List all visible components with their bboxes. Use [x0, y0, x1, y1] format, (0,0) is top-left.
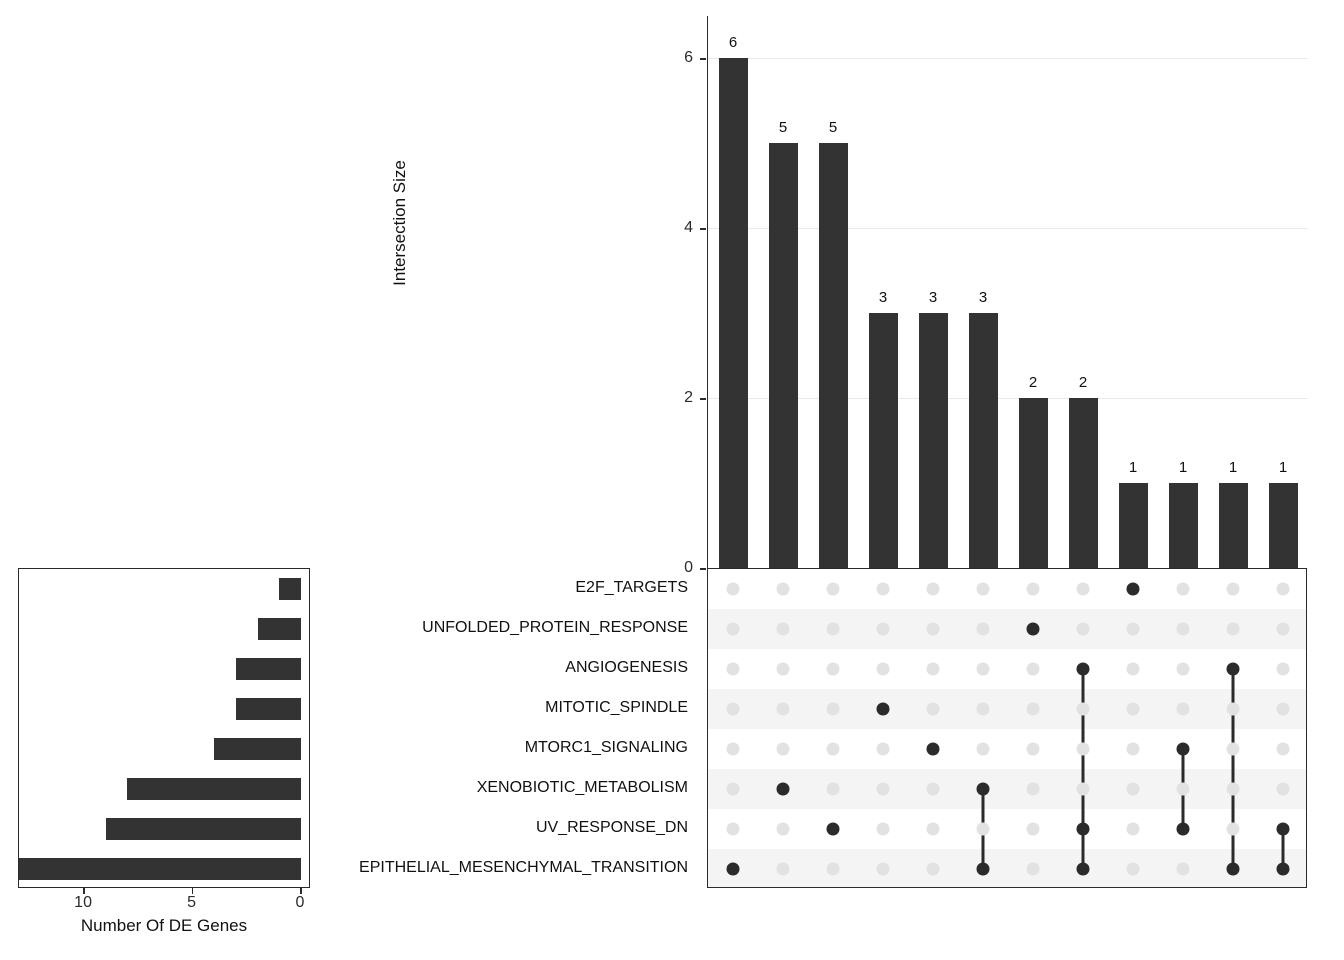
matrix-dot-inactive [777, 623, 790, 636]
matrix-dot-inactive [1027, 703, 1040, 716]
matrix-dot-inactive [1027, 663, 1040, 676]
intersection-bar-value: 1 [1278, 459, 1288, 477]
set-name-label: UNFOLDED_PROTEIN_RESPONSE [422, 619, 688, 636]
set-name-label: UV_RESPONSE_DN [535, 819, 688, 836]
matrix-dot-inactive [827, 863, 840, 876]
matrix-dot-inactive [727, 823, 740, 836]
matrix-dot-inactive [1177, 863, 1190, 876]
set-name-label: EPITHELIAL_MESENCHYMAL_TRANSITION [359, 859, 688, 876]
matrix-dot-inactive [1177, 703, 1190, 716]
matrix-dot-inactive [727, 703, 740, 716]
matrix-dot-inactive [1227, 623, 1240, 636]
matrix-dot-inactive [1177, 623, 1190, 636]
intersection-bar [1119, 483, 1148, 568]
matrix-dot-inactive [927, 783, 940, 796]
matrix-dot-inactive [1277, 663, 1290, 676]
matrix-dot-active [1177, 823, 1190, 836]
matrix-dot-inactive [1277, 623, 1290, 636]
matrix-dot-active [977, 863, 990, 876]
matrix-dot-inactive [1177, 783, 1190, 796]
set-size-bar [236, 698, 301, 720]
matrix-dot-inactive [927, 863, 940, 876]
x-tick-label: 5 [187, 894, 196, 911]
matrix-dot-inactive [977, 663, 990, 676]
gridline [708, 398, 1308, 399]
intersection-size-axis-title: Intersection Size [390, 160, 409, 286]
y-tick-label: 0 [684, 559, 693, 576]
intersection-bar-value: 6 [728, 34, 738, 52]
intersection-bar-value: 1 [1178, 459, 1188, 477]
set-size-bar [279, 578, 301, 600]
matrix-dot-active [1277, 863, 1290, 876]
matrix-dot-inactive [927, 663, 940, 676]
intersection-bar [1019, 398, 1048, 568]
intersection-bar [719, 58, 748, 568]
matrix-dot-inactive [1127, 703, 1140, 716]
matrix-dot-inactive [827, 663, 840, 676]
matrix-row-stripe [708, 849, 1307, 888]
intersection-bar [969, 313, 998, 568]
matrix-dot-active [1227, 663, 1240, 676]
matrix-dot-active [1077, 663, 1090, 676]
intersection-bar [819, 143, 848, 568]
matrix-dot-inactive [977, 623, 990, 636]
intersection-bar-value: 5 [778, 119, 788, 137]
matrix-dot-inactive [1027, 583, 1040, 596]
matrix-dot-inactive [877, 823, 890, 836]
set-name-label: MTORC1_SIGNALING [524, 739, 688, 756]
matrix-connector [1232, 669, 1235, 869]
y-tick-label: 2 [684, 389, 693, 407]
matrix-dot-inactive [777, 863, 790, 876]
matrix-dot-inactive [777, 583, 790, 596]
matrix-dot-inactive [977, 743, 990, 756]
matrix-dot-inactive [927, 623, 940, 636]
matrix-dot-inactive [1227, 823, 1240, 836]
matrix-dot-inactive [1227, 783, 1240, 796]
matrix-dot-inactive [877, 783, 890, 796]
gridline [708, 228, 1308, 229]
matrix-dot-inactive [1127, 863, 1140, 876]
matrix-dot-inactive [777, 743, 790, 756]
x-tick-mark [83, 888, 85, 894]
matrix-dot-inactive [1127, 823, 1140, 836]
matrix-row-stripe [708, 689, 1307, 729]
set-size-bar [106, 818, 301, 840]
matrix-dot-active [777, 783, 790, 796]
intersection-bar [769, 143, 798, 568]
intersection-matrix-panel [707, 568, 1307, 888]
matrix-dot-inactive [827, 783, 840, 796]
matrix-dot-inactive [1127, 623, 1140, 636]
matrix-row-stripe [708, 609, 1307, 649]
matrix-dot-inactive [977, 703, 990, 716]
set-size-bar [258, 618, 301, 640]
matrix-dot-inactive [1077, 783, 1090, 796]
intersection-bar-value: 3 [928, 289, 938, 307]
matrix-dot-active [1177, 743, 1190, 756]
matrix-dot-inactive [877, 663, 890, 676]
matrix-dot-inactive [1077, 743, 1090, 756]
matrix-dot-inactive [1027, 823, 1040, 836]
x-tick-mark [300, 888, 302, 894]
matrix-dot-inactive [727, 623, 740, 636]
y-tick-mark [700, 398, 706, 400]
intersection-bar-value: 2 [1078, 374, 1088, 392]
matrix-dot-active [877, 703, 890, 716]
intersection-bar-value: 3 [878, 289, 888, 307]
y-tick-mark [700, 58, 706, 60]
intersection-bar-value: 1 [1128, 459, 1138, 477]
matrix-dot-inactive [1227, 743, 1240, 756]
matrix-dot-inactive [1227, 703, 1240, 716]
matrix-dot-inactive [877, 583, 890, 596]
set-name-labels [300, 568, 698, 888]
set-size-bar [127, 778, 301, 800]
matrix-dot-inactive [1177, 583, 1190, 596]
matrix-dot-inactive [727, 583, 740, 596]
matrix-dot-inactive [777, 823, 790, 836]
x-tick-label: 10 [74, 894, 92, 911]
intersection-bar-value: 3 [978, 289, 988, 307]
matrix-dot-active [1127, 583, 1140, 596]
matrix-dot-active [1077, 823, 1090, 836]
matrix-dot-inactive [777, 703, 790, 716]
matrix-dot-inactive [827, 703, 840, 716]
intersection-bar [919, 313, 948, 568]
matrix-row-stripe [708, 769, 1307, 809]
matrix-dot-active [827, 823, 840, 836]
intersection-bar [869, 313, 898, 568]
y-tick-label: 6 [684, 49, 693, 67]
intersection-bar [1269, 483, 1298, 568]
set-name-label: ANGIOGENESIS [565, 659, 688, 676]
matrix-dot-inactive [727, 783, 740, 796]
matrix-dot-inactive [827, 623, 840, 636]
matrix-dot-inactive [1277, 743, 1290, 756]
set-name-label: E2F_TARGETS [575, 579, 688, 596]
matrix-dot-inactive [927, 703, 940, 716]
matrix-dot-active [1077, 863, 1090, 876]
set-size-bar [214, 738, 301, 760]
matrix-dot-inactive [1277, 703, 1290, 716]
matrix-dot-inactive [827, 743, 840, 756]
matrix-dot-inactive [1027, 783, 1040, 796]
intersection-size-panel [707, 16, 1307, 568]
matrix-dot-active [727, 863, 740, 876]
intersection-bar [1069, 398, 1098, 568]
intersection-bar [1219, 483, 1248, 568]
matrix-dot-inactive [1277, 583, 1290, 596]
matrix-dot-inactive [1277, 783, 1290, 796]
matrix-dot-active [927, 743, 940, 756]
matrix-dot-inactive [827, 583, 840, 596]
matrix-dot-inactive [1077, 583, 1090, 596]
matrix-dot-inactive [1177, 663, 1190, 676]
set-size-axis-title: Number Of DE Genes [80, 916, 248, 935]
y-tick-label: 4 [684, 219, 693, 237]
set-size-panel [18, 568, 310, 888]
matrix-dot-active [1027, 623, 1040, 636]
intersection-bar-value: 5 [828, 119, 838, 137]
set-name-label: MITOTIC_SPINDLE [545, 699, 688, 716]
matrix-dot-inactive [1127, 663, 1140, 676]
matrix-dot-inactive [777, 663, 790, 676]
matrix-dot-inactive [977, 823, 990, 836]
x-tick-mark [192, 888, 194, 894]
matrix-dot-inactive [927, 823, 940, 836]
intersection-bar-value: 1 [1228, 459, 1238, 477]
matrix-dot-active [1277, 823, 1290, 836]
matrix-dot-inactive [727, 743, 740, 756]
set-name-label: XENOBIOTIC_METABOLISM [476, 779, 688, 796]
x-tick-label: 0 [295, 894, 305, 911]
matrix-dot-inactive [727, 663, 740, 676]
matrix-dot-inactive [1127, 783, 1140, 796]
matrix-dot-inactive [977, 583, 990, 596]
matrix-dot-inactive [1027, 743, 1040, 756]
matrix-dot-inactive [1227, 583, 1240, 596]
matrix-dot-inactive [877, 623, 890, 636]
matrix-dot-inactive [877, 863, 890, 876]
intersection-bar [1169, 483, 1198, 568]
matrix-dot-inactive [927, 583, 940, 596]
y-tick-mark [700, 228, 706, 230]
matrix-dot-inactive [1077, 623, 1090, 636]
set-size-bar [19, 858, 301, 880]
matrix-dot-inactive [1027, 863, 1040, 876]
matrix-dot-inactive [1077, 703, 1090, 716]
matrix-dot-active [1227, 863, 1240, 876]
gridline [708, 58, 1308, 59]
matrix-connector [1082, 669, 1085, 869]
matrix-dot-active [977, 783, 990, 796]
matrix-dot-inactive [877, 743, 890, 756]
intersection-bar-value: 2 [1028, 374, 1038, 392]
set-size-bar [236, 658, 301, 680]
y-tick-mark [700, 568, 706, 570]
matrix-dot-inactive [1127, 743, 1140, 756]
